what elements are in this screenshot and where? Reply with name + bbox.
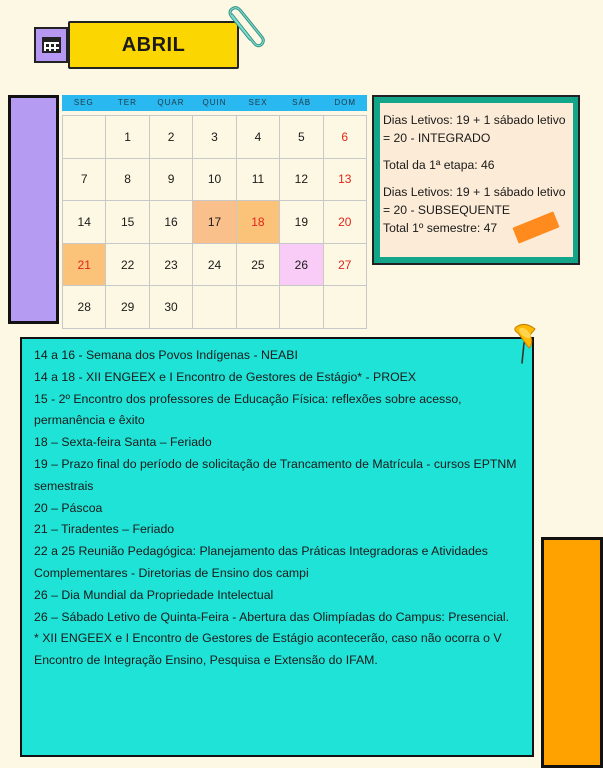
day-cell: 12 [280,159,323,202]
empty-day-cell [280,286,323,329]
event-item: 14 a 16 - Semana dos Povos Indígenas - NEABI [34,348,298,362]
day-cell: 10 [193,159,236,202]
day-cell: 3 [193,116,236,159]
month-calendar [62,95,367,329]
event-item: 14 a 18 - XII ENGEEX e I Encontro de Gestores de Estágio* - PROEX [34,369,417,384]
day-cell: 17 [193,201,236,244]
weekday-header [62,95,367,111]
day-cell: 28 [63,286,106,329]
day-cell: 14 [63,201,106,244]
day-cell: 1 [106,116,149,159]
empty-day-cell [237,286,280,329]
info-line-subsequente: Dias Letivos: 19 + 1 sábado letivo = 20 - SUBSEQUENTE [383,185,566,217]
day-cell: 22 [106,244,149,287]
event-item: 19 – Prazo final do período de solicitação de Trancamento de Matrícula - cursos EPTNM semestrais [34,456,517,493]
day-cell: 30 [150,286,193,329]
day-cell: 4 [237,116,280,159]
empty-day-cell [324,286,367,329]
decorative-bar-purple [8,95,59,324]
day-cell: 29 [106,286,149,329]
day-cell: 6 [324,116,367,159]
events-box [20,337,534,757]
day-cell: 8 [106,159,149,202]
day-cell: 25 [237,244,280,287]
weekday-label: QUAR [157,98,185,107]
day-cell: 19 [280,201,323,244]
weekday-label: SÁB [292,98,312,107]
empty-day-cell [63,116,106,159]
event-item: 26 – Dia Mundial da Propriedade Intelectual [34,587,274,602]
info-line-total-etapa: Total da 1ª etapa: 46 [383,158,495,172]
info-line-integrado: Dias Letivos: 19 + 1 sábado letivo = 20 - INTEGRADO [383,113,566,145]
event-item: * XII ENGEEX e I Encontro de Gestores de Estágio acontecerão, caso não ocorra o V Encontro de Integração Ensino, Pesquisa e Extensão do IFAM. [34,631,502,668]
event-item: 26 – Sábado Letivo de Quinta-Feira - Abertura das Olimpíadas do Campus: Presencial. [34,609,510,624]
day-cell: 11 [237,159,280,202]
info-line-total-semestre: Total 1º semestre: 47 [383,221,498,235]
day-cell: 9 [150,159,193,202]
events-list [34,345,524,672]
day-cell: 27 [324,244,367,287]
info-box [372,95,580,265]
paperclip-icon [224,5,266,51]
event-item: 18 – Sexta-feira Santa – Feriado [34,435,212,450]
day-cell: 13 [324,159,367,202]
weekday-label: TER [117,98,137,107]
info-content [380,103,573,257]
pushpin-icon [513,321,543,365]
day-cell: 16 [150,201,193,244]
weekday-label: SEG [73,98,94,107]
event-item: 22 a 25 Reunião Pedagógica: Planejamento das Práticas Integradoras e Atividades Complementares - Diretorias de Ensino dos campi [34,544,488,580]
event-item: 20 – Páscoa [34,500,103,515]
weekday-label: SEX [248,98,268,107]
weekday-label: QUIN [202,98,227,107]
day-cell: 18 [237,201,280,244]
calendar-grid [62,115,367,329]
event-item: 15 - 2º Encontro dos professores de Educação Física: reflexões sobre acesso, permanência e êxito [34,391,462,428]
day-cell: 21 [63,244,106,287]
day-cell: 26 [280,244,323,287]
day-cell: 23 [150,244,193,287]
day-cell: 5 [280,116,323,159]
day-cell: 20 [324,201,367,244]
event-item: 21 – Tiradentes – Feriado [34,522,175,537]
day-cell: 15 [106,201,149,244]
day-cell: 7 [63,159,106,202]
weekday-label: DOM [334,98,357,107]
empty-day-cell [193,286,236,329]
decorative-bar-orange [541,537,603,768]
calendar-icon [34,27,68,63]
day-cell: 2 [150,116,193,159]
day-cell: 24 [193,244,236,287]
page-title: ABRIL [68,21,239,69]
